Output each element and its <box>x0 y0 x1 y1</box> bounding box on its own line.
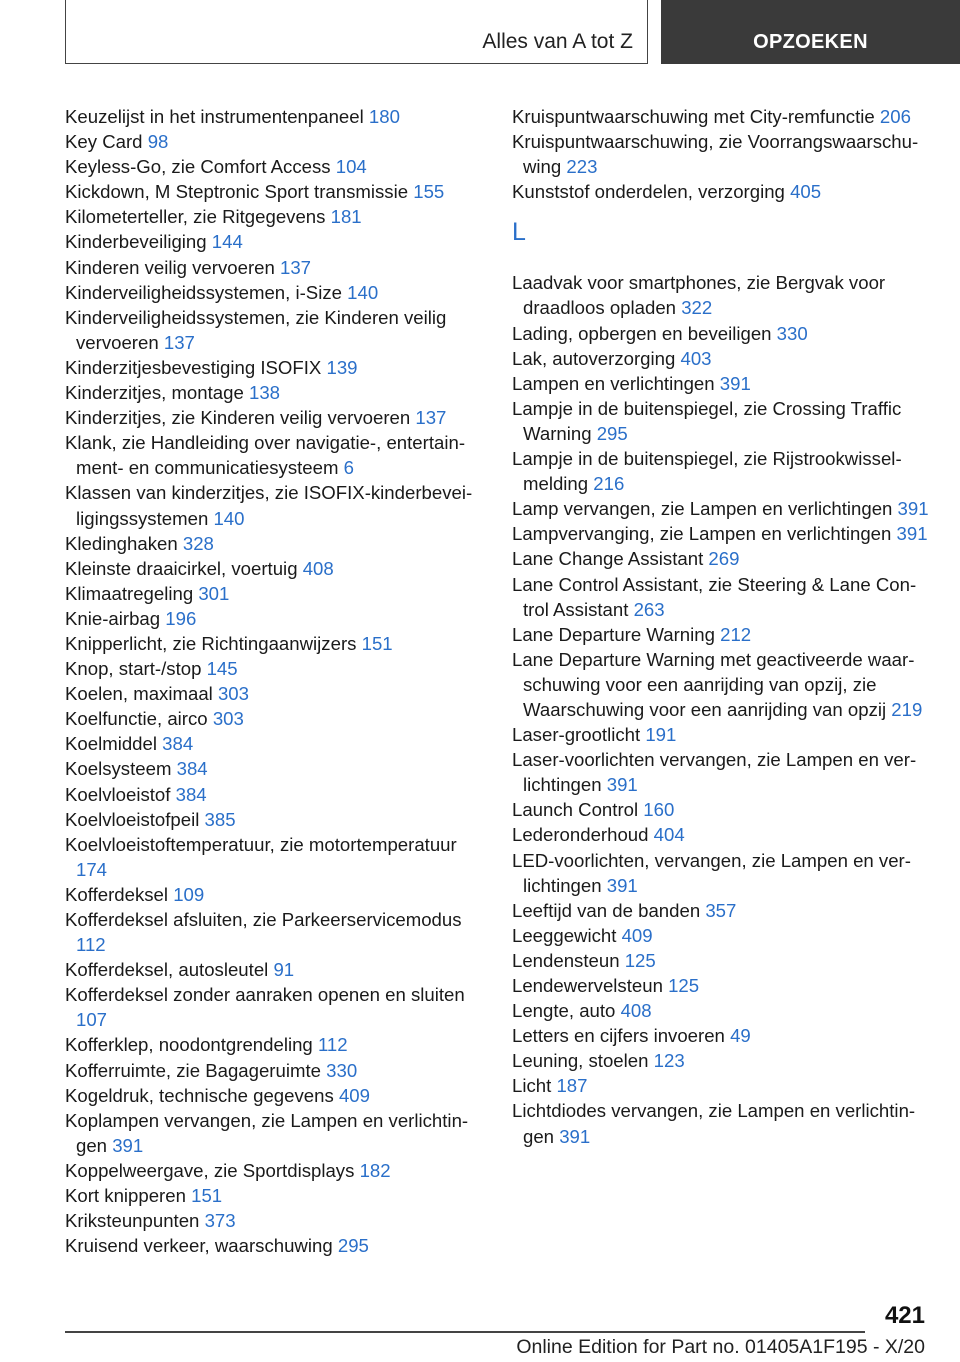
index-entry-page-link[interactable]: 357 <box>705 899 737 921</box>
index-entry-text: Kinderveiligheidssystemen, zie Kinderen veilig vervoeren <box>65 306 447 353</box>
index-entry-page-link[interactable]: 107 <box>76 1009 108 1031</box>
index-entry-page-link[interactable]: 137 <box>163 331 195 353</box>
index-entry-text: Kinderzitjes, zie Kinderen veilig vervoeren <box>65 407 411 429</box>
index-entry-text: Kriksteunpunten <box>65 1210 200 1232</box>
index-entry <box>512 722 932 747</box>
index-entry-page-link[interactable]: 301 <box>198 582 230 604</box>
index-entry-page-link[interactable]: 181 <box>330 206 362 228</box>
index-entry-page-link[interactable]: 385 <box>204 808 236 830</box>
index-entry-text: Laser-grootlicht <box>512 724 641 746</box>
index-entry-page-link[interactable]: 196 <box>165 607 197 629</box>
index-entry-text: Lederonderhoud <box>512 824 649 846</box>
index-entry-text: Lane Departure Warning met geactiveerde waarschuwing voor een aanrijding van opzij, zie Waarschuwing voor een aanrijding van opzij <box>512 648 915 720</box>
index-entry <box>65 907 485 957</box>
index-entry-text: Kruispuntwaarschuwing, zie Voorrangswaarschuwing <box>512 131 919 178</box>
page-number: 421 <box>884 1302 925 1329</box>
index-entry-page-link[interactable]: 405 <box>790 181 822 203</box>
index-entry-page-link[interactable]: 140 <box>347 281 379 303</box>
index-entry-text: Kleinste draaicirkel, voertuig <box>65 557 298 579</box>
index-entry-page-link[interactable]: 263 <box>633 598 665 620</box>
index-entry-text: Laser-voorlichten vervangen, zie Lampen en verlichtingen <box>512 749 917 796</box>
index-entry <box>512 647 932 722</box>
index-entry-text: Kruisend verkeer, waarschuwing <box>65 1235 333 1257</box>
index-entry-page-link[interactable]: 112 <box>317 1034 348 1056</box>
index-entry <box>65 1208 485 1233</box>
index-entry <box>65 581 485 606</box>
index-entry-text: Koelmiddel <box>65 733 157 755</box>
index-entry-text: LED-voorlichten, vervangen, zie Lampen en verlichtingen <box>512 849 911 896</box>
index-entry <box>512 270 932 320</box>
index-entry <box>512 546 932 571</box>
index-entry-text: Koelen, maximaal <box>65 683 213 705</box>
index-entry-text: Klassen van kinderzitjes, zie ISOFIX-kinderbeveiligingssystemen <box>65 482 473 529</box>
index-entry-text: Laadvak voor smartphones, zie Bergvak voor draadloos opladen <box>512 272 886 319</box>
index-entry-text: Lak, autoverzorging <box>512 347 676 369</box>
index-entry <box>65 631 485 656</box>
index-entry-page-link[interactable]: 155 <box>413 181 445 203</box>
index-entry-text: Kofferklep, noodontgrendeling <box>65 1034 313 1056</box>
index-entry-page-link[interactable]: 137 <box>415 407 447 429</box>
index-entry <box>65 280 485 305</box>
index-entry-text: Lampvervanging, zie Lampen en verlichtingen <box>512 523 892 545</box>
index-entry <box>65 882 485 907</box>
index-entry-page-link[interactable]: 145 <box>206 658 238 680</box>
index-entry <box>65 957 485 982</box>
index-entry-page-link[interactable]: 109 <box>173 883 205 905</box>
index-entry-text: Kofferdeksel zonder aanraken openen en sluiten <box>65 984 465 1006</box>
index-entry-text: Letters en cijfers invoeren <box>512 1025 725 1047</box>
index-entry <box>65 1183 485 1208</box>
index-entry-page-link[interactable]: 373 <box>204 1210 236 1232</box>
index-entry-page-link[interactable]: 125 <box>624 949 656 971</box>
index-entry-text: Knie-airbag <box>65 607 161 629</box>
index-entry-page-link[interactable]: 139 <box>326 356 358 378</box>
index-entry-text: Kogeldruk, technische gegevens <box>65 1084 334 1106</box>
index-entry-page-link[interactable]: 391 <box>559 1125 591 1147</box>
footer-divider <box>65 1331 865 1333</box>
index-entry <box>65 405 485 430</box>
index-entry-text: Kinderzitjesbevestiging ISOFIX <box>65 356 322 378</box>
index-entry-text: Lading, opbergen en beveiligen <box>512 322 772 344</box>
index-entry-text: Knipperlicht, zie Richtingaanwijzers <box>65 632 357 654</box>
index-entry-text: Keyless-Go, zie Comfort Access <box>65 156 331 178</box>
index-entry-text: Klimaatregeling <box>65 582 194 604</box>
index-entry <box>65 355 485 380</box>
index-entry-page-link[interactable]: 408 <box>302 557 334 579</box>
index-entry <box>65 706 485 731</box>
index-entry <box>65 782 485 807</box>
index-entry-text: Koelvloeistofpeil <box>65 808 200 830</box>
index-entry-text: Lane Control Assistant, zie Steering & Lane Control Assistant <box>512 573 917 620</box>
index-entry <box>512 371 932 396</box>
index-entry <box>65 380 485 405</box>
index-entry <box>512 1048 932 1073</box>
index-entry-text: Lendensteun <box>512 949 620 971</box>
index-group-l <box>512 270 932 1148</box>
index-entry-text: Keuzelijst in het instrumentenpaneel <box>65 106 364 127</box>
index-entry-page-link[interactable]: 391 <box>897 498 929 520</box>
index-entry-page-link[interactable]: 140 <box>213 507 245 529</box>
index-entry <box>65 731 485 756</box>
index-entry <box>512 822 932 847</box>
index-entry-text: Kofferdeksel, autosleutel <box>65 959 269 981</box>
index-entry-page-link[interactable]: 391 <box>112 1134 144 1156</box>
chapter-tab[interactable] <box>661 0 960 64</box>
index-entry <box>512 321 932 346</box>
index-entry-page-link[interactable]: 191 <box>645 724 677 746</box>
index-entry-text: Kledinghaken <box>65 532 178 554</box>
index-entry-page-link[interactable]: 391 <box>606 774 638 796</box>
index-entry <box>65 756 485 781</box>
index-entry-text: Lane Departure Warning <box>512 623 715 645</box>
index-entry-text: Koppelweergave, zie Sportdisplays <box>65 1159 355 1181</box>
section-title: Alles van A tot Z <box>482 30 633 53</box>
index-entry-page-link[interactable]: 151 <box>361 632 393 654</box>
index-entry <box>512 622 932 647</box>
index-entry <box>65 1058 485 1083</box>
index-entry-text: Kofferdeksel afsluiten, zie Parkeerservicemodus <box>65 909 462 930</box>
index-entry-text: Lengte, auto <box>512 1000 616 1022</box>
index-entry <box>65 1083 485 1108</box>
index-entry-page-link[interactable]: 384 <box>176 758 208 780</box>
index-entry-text: Kort knipperen <box>65 1185 186 1207</box>
index-entry <box>65 1233 485 1258</box>
index-entry-page-link[interactable]: 409 <box>621 924 653 946</box>
index-entry-page-link[interactable]: 144 <box>211 231 243 253</box>
index-entry-page-link[interactable]: 182 <box>359 1159 391 1181</box>
index-entry-page-link[interactable]: 6 <box>343 457 354 479</box>
index-entry <box>512 396 932 446</box>
index-entry-page-link[interactable]: 391 <box>606 874 638 896</box>
index-entry-text: Lane Change Assistant <box>512 548 704 570</box>
index-entry <box>65 229 485 254</box>
index-entry <box>65 154 485 179</box>
index-entry <box>512 179 932 204</box>
index-entry <box>512 923 932 948</box>
index-entry <box>65 255 485 280</box>
index-entry-page-link[interactable]: 403 <box>680 347 712 369</box>
index-entry-text: Koplampen vervangen, zie Lampen en verlichtingen <box>65 1109 469 1156</box>
index-entry <box>512 848 932 898</box>
index-entry-text: Knop, start-/stop <box>65 658 202 680</box>
index-entry <box>512 973 932 998</box>
index-entry <box>65 305 485 355</box>
section-letter: L <box>512 218 526 247</box>
index-entry <box>65 104 485 129</box>
index-entry <box>512 1073 932 1098</box>
index-entry-page-link[interactable]: 219 <box>891 698 923 720</box>
index-column-right <box>512 104 932 1149</box>
index-entry-text: Kofferruimte, zie Bagageruimte <box>65 1059 321 1081</box>
index-entry-text: Key Card <box>65 131 143 153</box>
index-entry-text: Launch Control <box>512 799 639 821</box>
index-entry-text: Koelsysteem <box>65 758 172 780</box>
index-entry-page-link[interactable]: 391 <box>719 372 751 394</box>
footer-edition-text: Online Edition for Part no. 01405A1F195 - X/20 <box>516 1336 925 1358</box>
index-entry-page-link[interactable]: 303 <box>217 683 249 705</box>
index-entry <box>512 346 932 371</box>
index-entry-page-link[interactable]: 303 <box>212 708 244 730</box>
index-entry-page-link[interactable]: 98 <box>147 131 169 153</box>
index-entry-text: Licht <box>512 1075 552 1097</box>
index-entry-page-link[interactable]: 174 <box>76 858 108 880</box>
index-entry <box>512 521 932 546</box>
index-entry <box>65 1158 485 1183</box>
index-entry-text: Leuning, stoelen <box>512 1050 649 1072</box>
index-entry <box>65 982 485 1032</box>
index-entry-text: Lampen en verlichtingen <box>512 372 715 394</box>
index-entry-page-link[interactable]: 384 <box>175 783 207 805</box>
index-entry-page-link[interactable]: 49 <box>730 1025 751 1047</box>
index-entry <box>65 556 485 581</box>
index-entry <box>65 832 485 882</box>
index-entry-page-link[interactable]: 409 <box>338 1084 370 1106</box>
index-entry <box>65 129 485 154</box>
index-entry-text: Leeftijd van de banden <box>512 899 701 921</box>
index-entry-page-link[interactable]: 91 <box>273 959 295 981</box>
index-entry <box>512 496 932 521</box>
index-entry <box>512 998 932 1023</box>
index-entry-text: Koelfunctie, airco <box>65 708 208 730</box>
index-entry <box>65 1108 485 1158</box>
index-entry <box>512 898 932 923</box>
index-entry <box>512 572 932 622</box>
index-entry <box>512 747 932 797</box>
header-section-tab <box>65 0 648 64</box>
index-entry <box>65 179 485 204</box>
index-entry-page-link[interactable]: 123 <box>653 1050 685 1072</box>
index-entry-page-link[interactable]: 322 <box>681 297 713 319</box>
index-entry-text: Koelvloeistof <box>65 783 171 805</box>
index-group-k-continued <box>512 104 932 204</box>
index-entry-text: Kilometerteller, zie Ritgegevens <box>65 206 326 228</box>
index-entry-text: Kinderbeveiliging <box>65 231 207 253</box>
index-entry <box>65 681 485 706</box>
index-entry <box>65 430 485 480</box>
index-entry <box>65 656 485 681</box>
index-entry-page-link[interactable]: 295 <box>337 1235 369 1257</box>
chapter-tab-label: OPZOEKEN <box>753 31 868 53</box>
index-entry-page-link[interactable]: 330 <box>776 322 808 344</box>
index-entry-text: Leeggewicht <box>512 924 617 946</box>
index-entry-text: Lampje in de buitenspiegel, zie Crossing Traffic Warning <box>512 397 902 444</box>
index-entry <box>65 480 485 530</box>
index-entry <box>65 1032 485 1057</box>
index-entry-page-link[interactable]: 269 <box>708 548 740 570</box>
index-entry-page-link[interactable]: 408 <box>620 1000 652 1022</box>
index-entry-page-link[interactable]: 138 <box>248 382 281 404</box>
index-entry-text: Klank, zie Handleiding over navigatie-, entertainment- en communicatiesysteem <box>65 432 466 479</box>
index-entry-text: Lamp vervangen, zie Lampen en verlichtingen <box>512 498 893 520</box>
index-entry-page-link[interactable]: 223 <box>566 156 598 178</box>
index-entry-text: Lampje in de buitenspiegel, zie Rijstrookwisselmelding <box>512 448 902 495</box>
index-entry-page-link[interactable]: 216 <box>593 473 625 495</box>
index-entry-page-link[interactable]: 125 <box>668 975 700 996</box>
index-entry-text: Kinderveiligheidssystemen, i-Size <box>65 281 342 303</box>
index-entry <box>512 104 932 129</box>
index-entry-page-link[interactable]: 206 <box>879 106 911 127</box>
index-entry <box>512 1098 932 1148</box>
index-entry <box>512 948 932 973</box>
index-entry <box>512 446 932 496</box>
index-entry <box>65 807 485 832</box>
index-column-left <box>65 104 485 1258</box>
index-entry-text: Kofferdeksel <box>65 883 169 905</box>
index-entry-page-link[interactable]: 212 <box>720 623 752 645</box>
index-entry-page-link[interactable]: 328 <box>182 532 214 554</box>
index-entry-page-link[interactable]: 187 <box>556 1075 588 1097</box>
index-entry-page-link[interactable]: 160 <box>643 799 675 821</box>
index-entry-text: Kunststof onderdelen, verzorging <box>512 181 785 203</box>
index-entry-page-link[interactable]: 391 <box>896 523 928 545</box>
index-entry-page-link[interactable]: 330 <box>326 1059 358 1081</box>
index-entry-page-link[interactable]: 104 <box>335 156 367 178</box>
index-entry <box>65 204 485 229</box>
index-entry-text: Kruispuntwaarschuwing met City-remfunctie <box>512 106 875 127</box>
index-entry <box>512 1023 932 1048</box>
index-entry-text: Lichtdiodes vervangen, zie Lampen en verlichtingen <box>512 1100 916 1147</box>
index-entry-page-link[interactable]: 180 <box>368 106 400 127</box>
index-entry-page-link[interactable]: 384 <box>162 733 194 755</box>
index-entry-text: Kinderen veilig vervoeren <box>65 256 275 278</box>
index-entry-page-link[interactable]: 404 <box>653 824 685 846</box>
index-entry-page-link[interactable]: 137 <box>280 256 312 278</box>
index-entry <box>512 797 932 822</box>
index-entry-text: Kickdown, M Steptronic Sport transmissie <box>65 181 409 203</box>
index-entry-page-link[interactable]: 151 <box>191 1185 223 1207</box>
index-entry-text: Kinderzitjes, montage <box>65 382 244 404</box>
index-entry-text: Lendewervelsteun <box>512 975 663 996</box>
index-entry <box>65 531 485 556</box>
index-entry <box>512 129 932 179</box>
index-entry-text: Koelvloeistoftemperatuur, zie motortemperatuur <box>65 833 457 855</box>
index-entry-page-link[interactable]: 112 <box>76 934 106 956</box>
index-entry-page-link[interactable]: 295 <box>596 422 628 444</box>
index-entry <box>65 606 485 631</box>
